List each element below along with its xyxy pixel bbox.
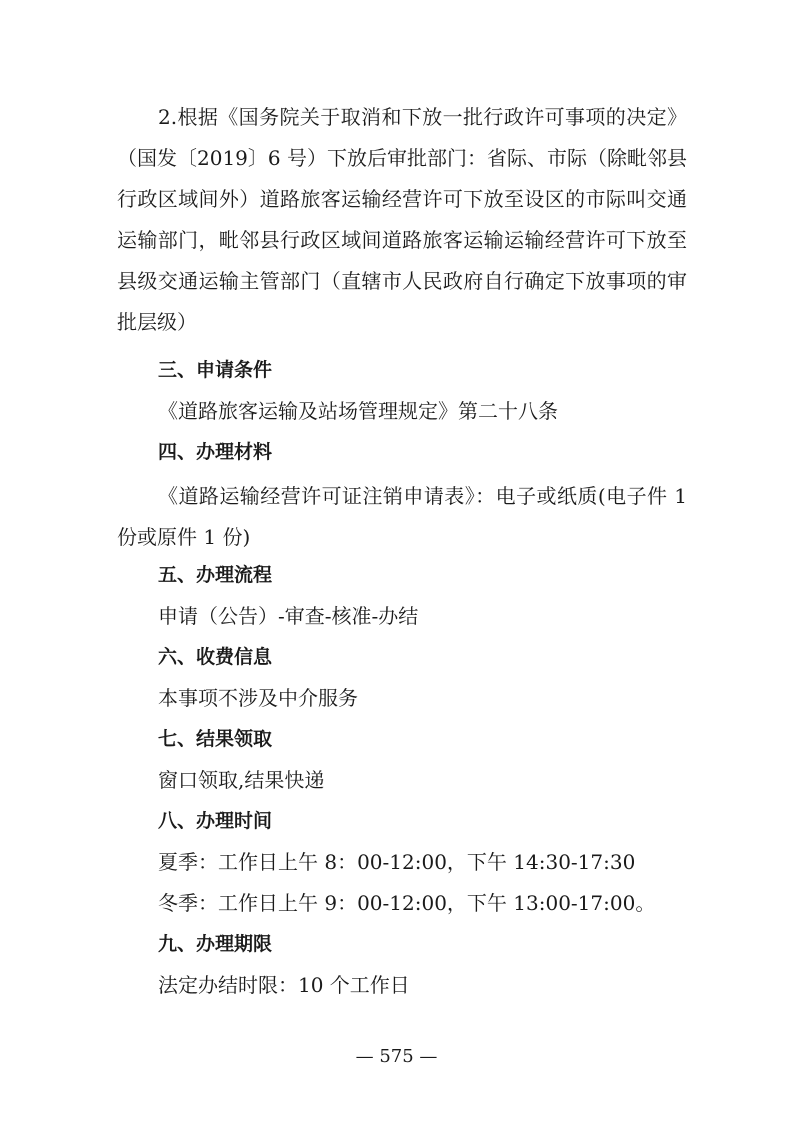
page-number: — 575 — [355, 1046, 438, 1067]
office-hours-winter: 冬季：工作日上午 9：00-12:00，下午 13:00-17:00。 [158, 891, 656, 915]
section-heading-fees: 六、收费信息 [158, 646, 273, 668]
office-hours-summer: 夏季：工作日上午 8：00-12:00，下午 14:30-17:30 [158, 850, 636, 874]
section-heading-office-hours: 八、办理时间 [158, 810, 273, 832]
fees-text: 本事项不涉及中介服务 [158, 686, 358, 710]
result-pickup-text: 窗口领取,结果快递 [158, 768, 325, 792]
application-conditions-text: 《道路旅客运输及站场管理规定》第二十八条 [158, 399, 558, 423]
time-limit-text: 法定办结时限：10 个工作日 [158, 973, 410, 997]
section-heading-result-pickup: 七、结果领取 [158, 728, 273, 750]
materials-text: 《道路运输经营许可证注销申请表》：电子或纸质(电子件 1 份或原件 1 份) [117, 484, 687, 549]
section-heading-materials: 四、办理材料 [158, 441, 273, 463]
section-heading-time-limit: 九、办理期限 [158, 933, 273, 955]
section-heading-application-conditions: 三、申请条件 [158, 359, 273, 381]
process-text: 申请（公告）-审查-核准-办结 [158, 604, 419, 628]
section-heading-process: 五、办理流程 [158, 564, 273, 586]
intro-paragraph: 2.根据《国务院关于取消和下放一批行政许可事项的决定》（国发〔2019〕6 号）下放后审批部门：省际、市际（除毗邻县行政区域间外）道路旅客运输经营许可下放至设区的市际叫交通运输部门，毗邻县行政区域间道路旅客运输运输经营许可下放至县级交通运输主管部门（直辖市人民政府自行确定下放事项的审批层级） [117, 105, 687, 334]
